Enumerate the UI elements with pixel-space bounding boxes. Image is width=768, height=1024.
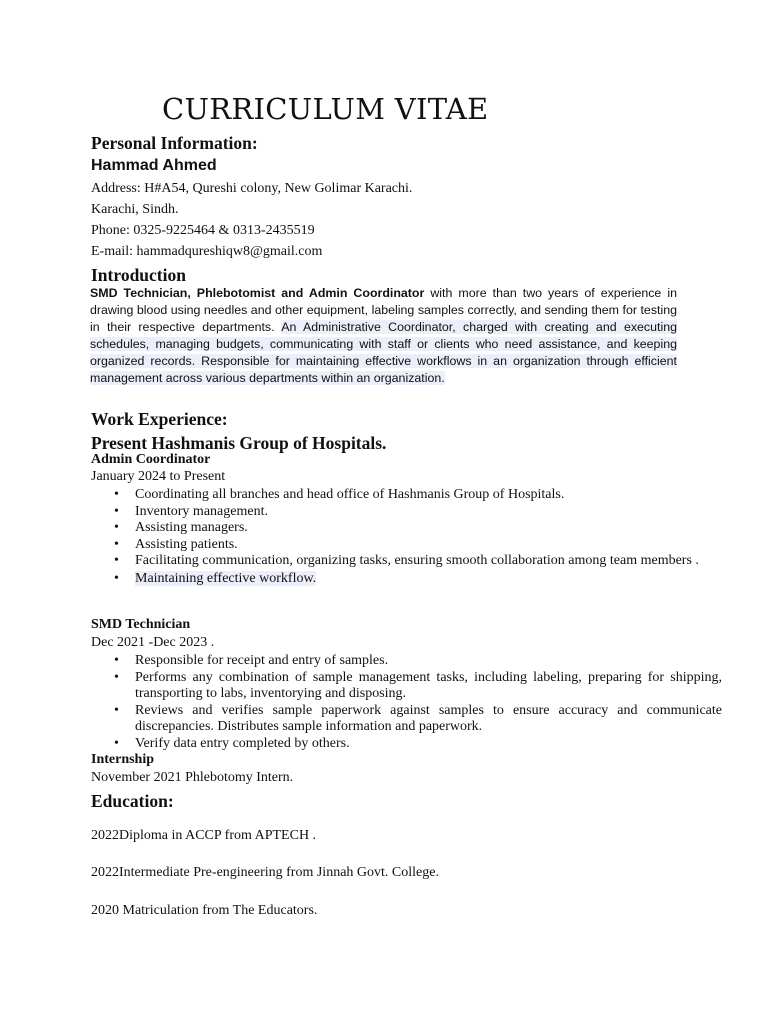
job-role: Admin Coordinator [91,452,211,467]
internship-line: November 2021 Phlebotomy Intern. [91,770,294,785]
list-item: • Verify data entry completed by others. [135,736,722,753]
phone-line: Phone: 0325-9225464 & 0313-2435519 [91,223,315,238]
list-item: • Facilitating communication, organizing tasks, ensuring smooth collaboration among team members . [135,553,722,570]
city-line: Karachi, Sindh. [91,202,179,217]
document-title: CURRICULUM VITAE [162,92,489,126]
list-item: • Assisting managers. [135,520,722,537]
email-line: E-mail: hammadqureshiqw8@gmail.com [91,244,323,259]
education-item: 2020 Matriculation from The Educators. [91,903,318,918]
list-item [135,571,722,588]
job-duties-list [90,653,722,752]
list-item: • Inventory management. [135,504,722,521]
job-period: January 2024 to Present [91,469,226,484]
education-heading: Education: [91,791,174,811]
candidate-name: Hammad Ahmed [91,157,217,174]
job-duties-list [90,487,722,587]
list-item: • Reviews and verifies sample paperwork against samples to ensure accuracy and communicate discrepancies. Distributes sample information and paperwork. [135,703,722,736]
list-item: • Assisting patients. [135,537,722,554]
list-item: • Performs any combination of sample management tasks, including labeling, preparing for shipping, transporting to labs, inventorying and disposing. [135,670,722,703]
job-role: SMD Technician [91,617,191,632]
job-period: Dec 2021 -Dec 2023 . [91,635,215,650]
introduction-text: with more than two years of experience in drawing blood using needles and other equipment, labeling samples correctly, and sending them for testing in their respective departments. [90,286,677,334]
personal-info-heading: Personal Information: [91,133,258,153]
education-item: 2022Diploma in ACCP from APTECH . [91,828,317,843]
list-item: • Coordinating all branches and head office of Hashmanis Group of Hospitals. [135,487,722,504]
introduction-lead: SMD Technician, Phlebotomist and Admin Coordinator [90,286,425,300]
employer-heading: Present Hashmanis Group of Hospitals. [91,433,387,453]
introduction-paragraph [90,285,677,387]
work-experience-heading: Work Experience: [91,409,228,429]
address-line: Address: H#A54, Qureshi colony, New Golimar Karachi. [91,181,413,196]
highlighted-duty: Maintaining effective workflow. [135,570,317,586]
introduction-highlighted-text: An Administrative Coordinator, charged with creating and executing schedules, managing budgets, communicating with staff or clients who need assistance, and keeping organized records. Responsible for maintaining effective workflows in an organization through efficient management across various departments within an organization. [90,320,677,385]
internship-heading: Internship [91,752,155,767]
education-item: 2022Intermediate Pre-engineering from Jinnah Govt. College. [91,865,439,880]
list-item: • Responsible for receipt and entry of samples. [135,653,722,670]
introduction-heading: Introduction [91,265,186,285]
